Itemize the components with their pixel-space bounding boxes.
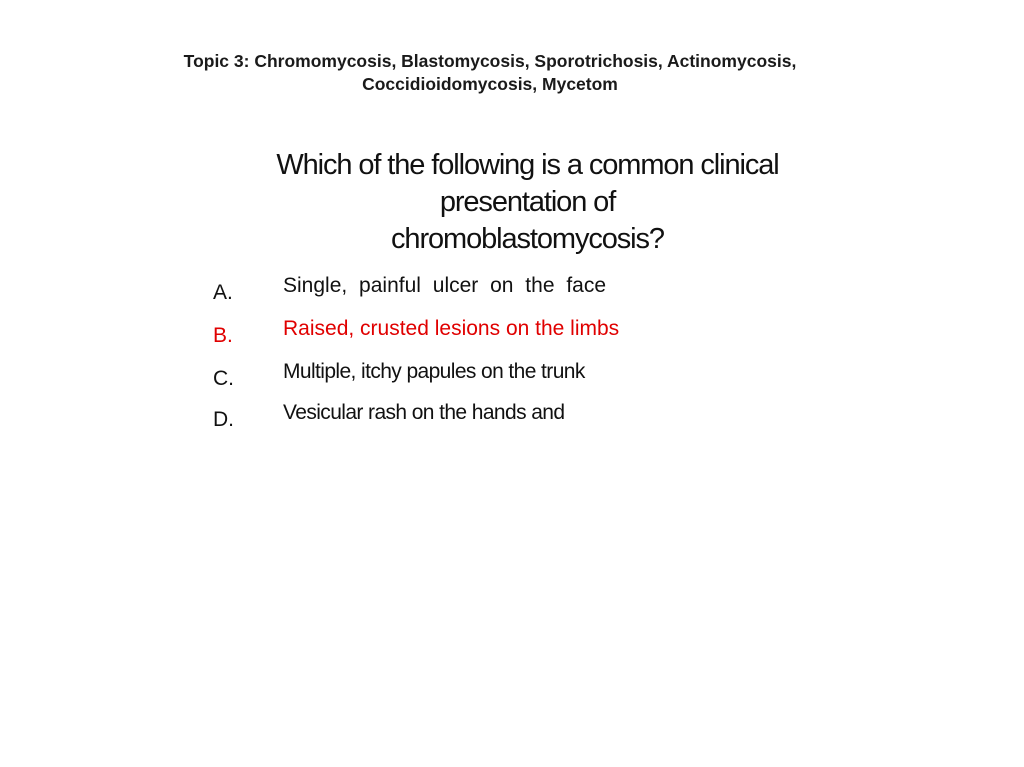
option-letter-b: B. [213,324,233,347]
option-text-a: Single, painful ulcer on the face [283,274,607,297]
option-letter-d: D. [213,408,234,431]
option-text-c: Multiple, itchy papules on the trunk [283,360,585,383]
question-line-1: Which of the following is a common clinical [276,149,779,181]
topic-line-1: Topic 3: Chromomycosis, Blastomycosis, Sporotrichosis, Actinomycosis, [183,51,797,71]
question-line-2: presentation of [439,186,616,218]
answer-option-d [213,397,733,437]
option-text-b: Raised, crusted lesions on the limbs [283,317,620,340]
option-letter-c: C. [213,367,234,390]
topic-heading [100,50,880,96]
question-text [200,147,855,258]
option-letter-a: A. [213,281,233,304]
topic-line-2: Coccidioidomycosis, Mycetom [362,74,618,94]
question-line-3: chromoblastomycosis? [391,223,664,255]
answer-option-a [213,270,733,310]
option-text-d: Vesicular rash on the hands and [283,401,565,424]
answer-option-b [213,313,733,353]
answer-option-c [213,356,733,396]
